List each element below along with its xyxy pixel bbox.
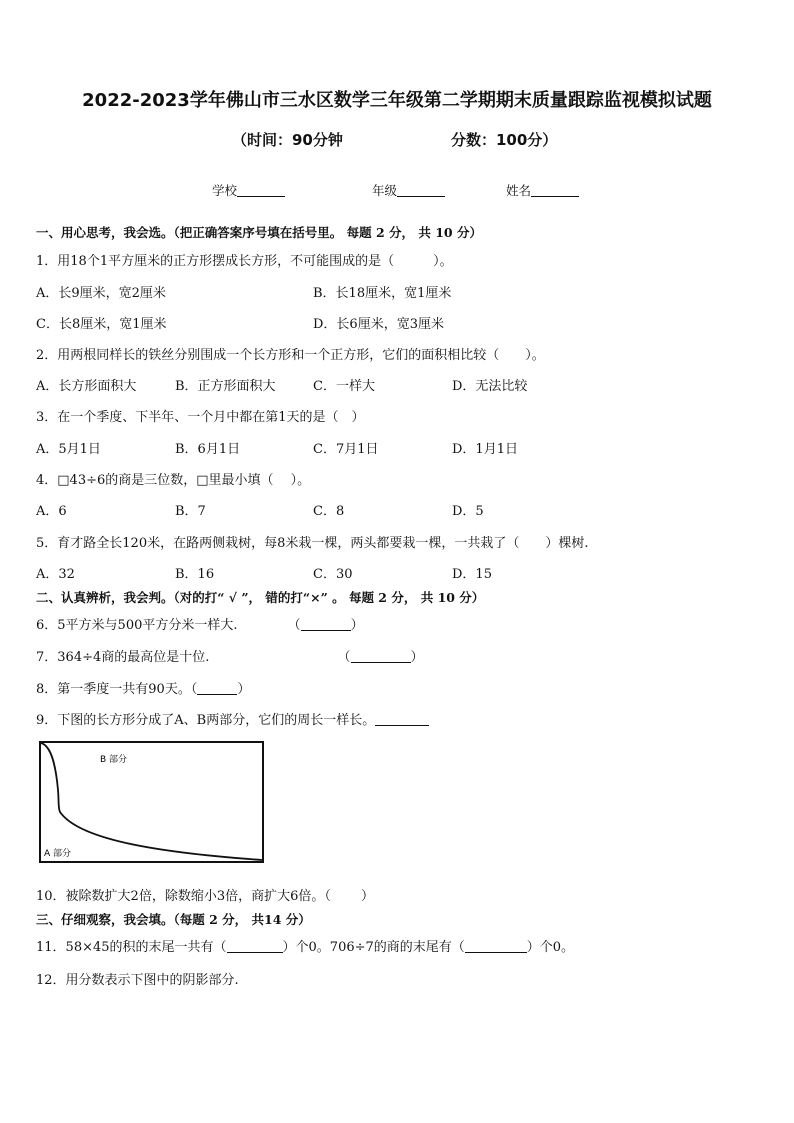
q4-option-c: C．8 — [313, 504, 345, 519]
school-field — [212, 181, 285, 199]
q1-option-b: B．长18厘米，宽1厘米 — [313, 286, 452, 301]
q5-option-d: D．15 — [452, 567, 492, 582]
q7-stem: 7．364÷4商的最高位是十位. — [36, 650, 210, 665]
name-field — [506, 181, 579, 199]
q3-option-d: D．1月1日 — [452, 442, 518, 457]
q6-answer-blank[interactable] — [301, 617, 351, 631]
question-7 — [36, 646, 424, 665]
label-a-part: A 部分 — [44, 849, 72, 859]
question-2: 2．用两根同样长的铁丝分别围成一个长方形和一个正方形，它们的面积相比较（ ）。 — [36, 348, 545, 363]
school-label: 学校 — [212, 183, 238, 198]
question-10: 10．被除数扩大2倍，除数缩小3倍，商扩大6倍。（ ） — [36, 889, 374, 904]
q4-option-a: A．6 — [36, 504, 67, 519]
q8-answer-blank[interactable] — [197, 681, 237, 695]
q5-option-c: C．30 — [313, 567, 353, 582]
question-6 — [36, 614, 364, 633]
question-4: 4．□43÷6的商是三位数，□里最小填（ ）。 — [36, 473, 311, 488]
q3-option-a: A．5月1日 — [36, 442, 101, 457]
exam-score: 分数：100分） — [451, 131, 558, 149]
question-1: 1．用18个1平方厘米的正方形摆成长方形，不可能围成的是（ ）。 — [36, 254, 453, 269]
q6-paren-open: （ — [287, 618, 301, 633]
q11-part2: ）个0。706÷7的商的末尾有（ — [282, 940, 465, 955]
q1-option-a: A．长9厘米，宽2厘米 — [36, 286, 166, 301]
q6-paren-close: ） — [350, 618, 364, 633]
q5-option-a: A．32 — [36, 567, 75, 582]
question-9 — [36, 709, 429, 728]
page-title: 2022-2023学年佛山市三水区数学三年级第二学期期末质量跟踪监视模拟试题 — [82, 90, 712, 111]
q11-blank-2[interactable] — [465, 939, 527, 953]
q3-option-b: B．6月1日 — [175, 442, 241, 457]
question-3: 3．在一个季度、下半年、一个月中都在第1天的是（ ） — [36, 410, 365, 425]
q4-option-d: D．5 — [452, 504, 484, 519]
q7-answer-blank[interactable] — [351, 649, 411, 663]
question-12: 12．用分数表示下图中的阴影部分. — [36, 973, 239, 988]
q4-option-b: B．7 — [175, 504, 206, 519]
q2-option-b: B．正方形面积大 — [175, 379, 276, 394]
name-label: 姓名 — [506, 183, 532, 198]
exam-time: （时间：90分钟 — [232, 131, 343, 149]
section-2-heading: 二、认真辨析，我会判。（对的打“ √ ”， 错的打“×” 。 每题 2 分， 共 10 分） — [36, 590, 485, 605]
question-5: 5．育才路全长120米，在路两侧栽树，每8米栽一棵，两头都要栽一棵，一共栽了（ ）棵树. — [36, 536, 589, 551]
q9-stem: 9．下图的长方形分成了A、B两部分，它们的周长一样长。 — [36, 713, 376, 728]
q8-stem: 8．第一季度一共有90天。（ — [36, 682, 198, 697]
q11-blank-1[interactable] — [227, 939, 283, 953]
rectangle-outline — [40, 742, 263, 862]
q5-option-b: B．16 — [175, 567, 215, 582]
name-blank[interactable] — [531, 183, 579, 197]
grade-field — [372, 181, 445, 199]
section-1-heading: 一、用心思考，我会选。（把正确答案序号填在括号里。 每题 2 分， 共 10 分） — [36, 225, 482, 240]
rectangle-figure — [38, 740, 266, 866]
q7-paren-close: ） — [410, 650, 424, 665]
q2-option-a: A．长方形面积大 — [36, 379, 137, 394]
q2-option-c: C．一样大 — [313, 379, 375, 394]
question-11 — [36, 936, 574, 955]
q2-option-d: D．无法比较 — [452, 379, 528, 394]
q3-option-c: C．7月1日 — [313, 442, 379, 457]
q8-paren-close: ） — [237, 682, 251, 697]
label-b-part: B 部分 — [100, 755, 128, 765]
q7-paren-open: （ — [337, 650, 351, 665]
grade-label: 年级 — [372, 183, 398, 198]
q1-option-c: C．长8厘米，宽1厘米 — [36, 317, 167, 332]
q6-stem: 6．5平方米与500平方分米一样大. — [36, 618, 238, 633]
q1-option-d: D．长6厘米，宽3厘米 — [313, 317, 444, 332]
question-8 — [36, 678, 250, 697]
q11-part3: ）个0。 — [526, 940, 575, 955]
section-3-heading: 三、仔细观察，我会填。（每题 2 分， 共14 分） — [36, 912, 311, 927]
q9-answer-blank[interactable] — [375, 712, 429, 726]
grade-blank[interactable] — [397, 183, 445, 197]
school-blank[interactable] — [237, 183, 285, 197]
q11-part1: 11．58×45的积的末尾一共有（ — [36, 940, 227, 955]
